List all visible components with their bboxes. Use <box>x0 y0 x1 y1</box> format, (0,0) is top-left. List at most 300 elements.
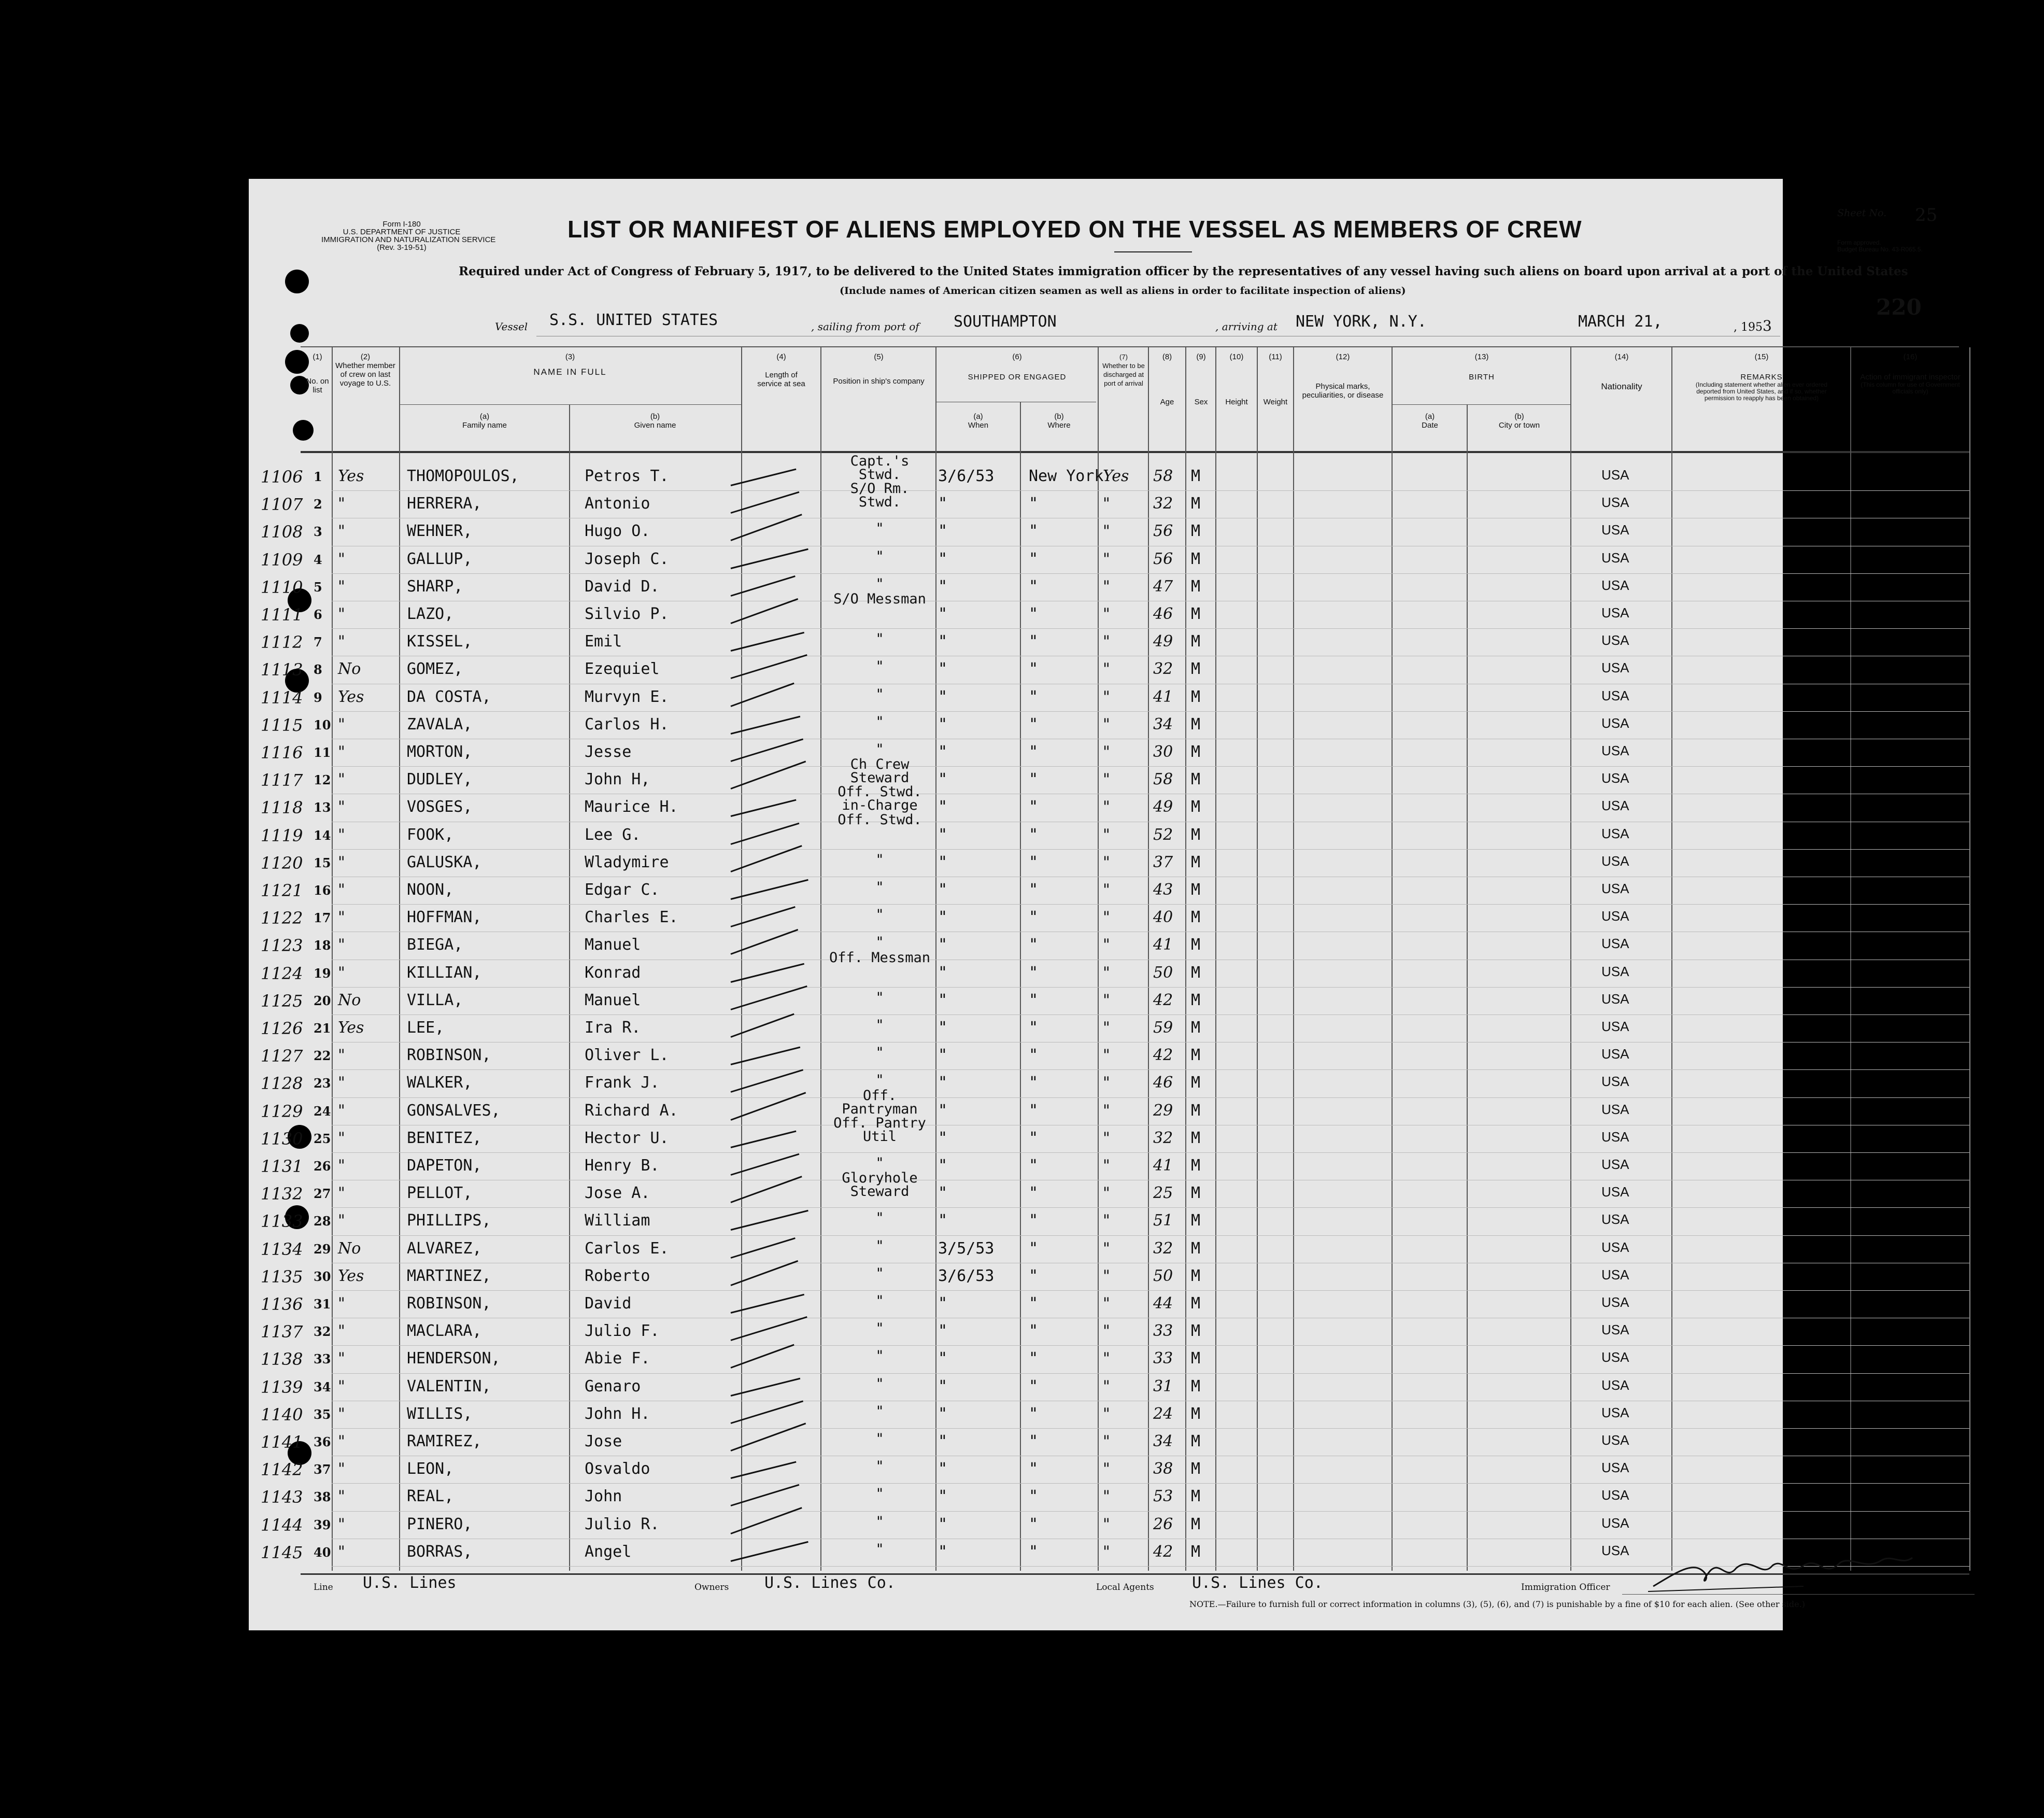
row-age: 46 <box>1153 605 1173 623</box>
col-nationality-num: (14) <box>1614 353 1629 361</box>
row-discharged: " <box>1103 1294 1110 1313</box>
form-id-block <box>321 220 496 252</box>
row-shipped-when: " <box>938 1211 948 1230</box>
row-crew-last-voyage: " <box>338 1432 345 1450</box>
row-sex: M <box>1191 1046 1201 1065</box>
row-sex: M <box>1191 1101 1201 1120</box>
col-weight-label: Weight <box>1263 398 1288 406</box>
row-age: 41 <box>1153 1157 1173 1175</box>
row-discharged: " <box>1103 605 1110 623</box>
subtitle: Required under Act of Congress of February 5, 1917, to be delivered to the United States immigration officer by the representatives of any vessel having such aliens on board upon arrival at a port of the United States <box>459 264 1908 278</box>
row-rule <box>332 1373 1969 1374</box>
col-shipped-header <box>938 353 1096 382</box>
row-rule <box>332 1014 1969 1015</box>
row-family-name: VILLA, <box>407 991 463 1009</box>
row-sex: M <box>1191 715 1201 734</box>
row-serial: 1115 <box>261 715 303 735</box>
row-serial: 1141 <box>261 1432 303 1452</box>
row-shipped-where: " <box>1029 1266 1039 1285</box>
row-crew-last-voyage: " <box>338 1101 345 1120</box>
row-number: 28 <box>314 1214 331 1229</box>
row-nationality: USA <box>1601 1349 1629 1365</box>
row-number: 33 <box>314 1351 331 1367</box>
col-marks-header <box>1296 353 1390 400</box>
row-age: 33 <box>1153 1322 1173 1341</box>
row-age: 59 <box>1153 1019 1173 1037</box>
header-bottom-rule <box>301 451 1969 453</box>
row-position: " <box>875 934 884 951</box>
row-shipped-where: " <box>1029 1046 1039 1065</box>
row-family-name: DAPETON, <box>407 1157 482 1175</box>
owners-label: Owners <box>694 1582 729 1592</box>
row-sex: M <box>1191 687 1201 706</box>
row-rule <box>332 711 1969 712</box>
row-crew-last-voyage: " <box>338 1211 345 1230</box>
row-crew-last-voyage: " <box>338 1515 345 1533</box>
subtitle-include: (Include names of American citizen seamen as well as aliens in order to facilitate inspection of aliens) <box>840 285 1406 297</box>
row-shipped-where: " <box>1029 1377 1039 1396</box>
col-birth-city-header <box>1469 412 1569 430</box>
row-serial: 1113 <box>261 660 303 680</box>
row-family-name: RAMIREZ, <box>407 1432 482 1450</box>
col-nationality-label: Nationality <box>1601 382 1642 391</box>
row-given-name: John H. <box>585 1404 650 1423</box>
row-number: 3 <box>314 524 322 540</box>
col-age-label: Age <box>1160 398 1174 406</box>
row-shipped-when: 3/6/53 <box>938 467 995 485</box>
row-shipped-where: " <box>1029 577 1039 596</box>
col-birth-date-label: Date <box>1422 421 1438 430</box>
row-shipped-when: " <box>938 577 948 596</box>
row-serial: 1127 <box>261 1046 303 1066</box>
row-shipped-where: " <box>1029 660 1039 679</box>
row-age: 40 <box>1153 908 1173 927</box>
row-position: Ch Crew Steward <box>850 756 910 786</box>
row-age: 41 <box>1153 687 1173 706</box>
row-discharged: " <box>1103 522 1110 541</box>
row-nationality: USA <box>1601 853 1629 869</box>
row-given-name: Abie F. <box>585 1349 650 1368</box>
row-given-name: David D. <box>585 577 660 596</box>
row-age: 34 <box>1153 1432 1173 1450</box>
agents-value: U.S. Lines Co. <box>1192 1574 1323 1592</box>
row-given-name: Julio R. <box>585 1515 660 1533</box>
row-sex: M <box>1191 1019 1201 1037</box>
row-given-name: John H, <box>585 770 650 789</box>
row-nationality: USA <box>1601 1460 1629 1476</box>
row-sex: M <box>1191 522 1201 541</box>
row-position: S/O Messman <box>833 591 926 607</box>
row-number: 29 <box>314 1241 331 1257</box>
row-family-name: HOFFMAN, <box>407 908 482 927</box>
row-age: 32 <box>1153 495 1173 513</box>
row-nationality: USA <box>1601 1129 1629 1145</box>
row-nationality: USA <box>1601 495 1629 511</box>
row-nationality: USA <box>1601 715 1629 731</box>
row-discharged: " <box>1103 495 1110 513</box>
row-sex: M <box>1191 1157 1201 1175</box>
row-age: 42 <box>1153 991 1173 1009</box>
row-discharged: " <box>1103 1515 1110 1533</box>
row-position: " <box>875 907 884 923</box>
col-action-num: (16) <box>1903 353 1918 361</box>
row-given-name: Julio F. <box>585 1322 660 1341</box>
row-sex: M <box>1191 770 1201 789</box>
department: U.S. DEPARTMENT OF JUSTICE <box>343 228 461 236</box>
row-number: 37 <box>314 1462 331 1477</box>
row-crew-last-voyage: " <box>338 908 345 927</box>
row-shipped-when: " <box>938 605 948 623</box>
row-position: Capt.'s Stwd. <box>850 453 910 483</box>
row-sex: M <box>1191 908 1201 927</box>
row-serial: 1123 <box>261 936 303 956</box>
row-family-name: KILLIAN, <box>407 963 482 982</box>
row-given-name: Manuel <box>585 936 641 954</box>
row-shipped-where: " <box>1029 770 1039 789</box>
row-number: 12 <box>314 772 331 788</box>
row-crew-last-voyage: " <box>338 881 345 899</box>
row-rule <box>332 766 1969 767</box>
row-number: 18 <box>314 938 331 953</box>
col-name-num: (3) <box>565 353 575 361</box>
col-when-header <box>938 412 1018 430</box>
col-height-header <box>1217 353 1256 406</box>
row-age: 51 <box>1153 1211 1173 1230</box>
row-position: Off. Messman <box>829 949 931 966</box>
row-nationality: USA <box>1601 632 1629 649</box>
row-age: 37 <box>1153 853 1173 871</box>
row-sex: M <box>1191 1184 1201 1203</box>
row-age: 56 <box>1153 549 1173 568</box>
row-serial: 1135 <box>261 1266 303 1287</box>
row-nationality: USA <box>1601 881 1629 896</box>
row-given-name: Edgar C. <box>585 881 660 899</box>
row-sex: M <box>1191 660 1201 679</box>
row-position: " <box>875 713 884 730</box>
row-position: " <box>875 575 884 592</box>
col-sex-num: (9) <box>1196 353 1206 361</box>
row-crew-last-voyage: No <box>338 1239 361 1258</box>
row-given-name: Manuel <box>585 991 641 1009</box>
row-sex: M <box>1191 1239 1201 1258</box>
row-rule <box>332 849 1969 850</box>
row-discharged: " <box>1103 1211 1110 1230</box>
row-sex: M <box>1191 1404 1201 1423</box>
row-family-name: ALVAREZ, <box>407 1239 482 1258</box>
col-nationality-header <box>1573 353 1670 391</box>
row-crew-last-voyage: " <box>338 549 345 568</box>
row-discharged: " <box>1103 687 1110 706</box>
row-age: 44 <box>1153 1294 1173 1313</box>
stamp-number: 220 <box>1876 294 1922 320</box>
row-nationality: USA <box>1601 1487 1629 1503</box>
header-top-rule <box>301 346 1959 347</box>
row-family-name: GALUSKA, <box>407 853 482 871</box>
row-shipped-when: " <box>938 825 948 844</box>
sheet-number: 25 <box>1915 205 1938 226</box>
row-number: 2 <box>314 497 322 512</box>
col-marks-num: (12) <box>1336 353 1350 361</box>
row-given-name: Genaro <box>585 1377 641 1396</box>
col-shipped-num: (6) <box>1012 353 1022 361</box>
col-age-header <box>1149 353 1185 406</box>
row-nationality: USA <box>1601 1542 1629 1558</box>
row-nationality: USA <box>1601 1019 1629 1034</box>
row-number: 14 <box>314 827 331 843</box>
row-discharged: " <box>1103 743 1110 761</box>
row-shipped-when: " <box>938 991 948 1009</box>
row-crew-last-voyage: " <box>338 798 345 816</box>
form-rev: (Rev. 3-19-51) <box>377 243 427 252</box>
row-number: 10 <box>314 717 331 732</box>
row-shipped-where: " <box>1029 1322 1039 1341</box>
col-age-num: (8) <box>1162 353 1172 361</box>
col-sex-header <box>1187 353 1215 406</box>
row-rule <box>332 1097 1969 1098</box>
row-crew-last-voyage: " <box>338 577 345 596</box>
footer-note: NOTE.—Failure to furnish full or correct information in columns (3), (5), (6), and (7) is punishable by a fine of $10 for each alien. (See other side.) <box>1189 1599 1805 1609</box>
row-rule <box>332 1428 1969 1429</box>
row-sex: M <box>1191 495 1201 513</box>
row-position: " <box>875 1486 884 1502</box>
col-given-num: (b) <box>650 412 660 421</box>
owners-value: U.S. Lines Co. <box>764 1574 896 1592</box>
form-id: Form I-180 <box>382 220 421 229</box>
row-shipped-where: New York <box>1029 467 1104 485</box>
row-serial: 1128 <box>261 1074 303 1094</box>
row-position: " <box>875 1210 884 1227</box>
row-position: " <box>875 1513 884 1530</box>
col-discharge-num: (7) <box>1119 353 1128 361</box>
row-position: " <box>875 1458 884 1475</box>
row-given-name: Petros T. <box>585 467 669 485</box>
row-family-name: PINERO, <box>407 1515 473 1533</box>
row-discharged: " <box>1103 798 1110 816</box>
row-position: " <box>875 658 884 675</box>
row-shipped-when: 3/5/53 <box>938 1239 995 1258</box>
row-nationality: USA <box>1601 1404 1629 1420</box>
birth-sub-rule <box>1392 404 1570 405</box>
row-age: 33 <box>1153 1349 1173 1368</box>
row-crew-last-voyage: " <box>338 1349 345 1368</box>
row-given-name: Oliver L. <box>585 1046 669 1065</box>
row-shipped-where: " <box>1029 1019 1039 1037</box>
departure-port: SOUTHAMPTON <box>954 313 1057 331</box>
row-position: " <box>875 631 884 647</box>
row-given-name: Hugo O. <box>585 522 650 541</box>
row-crew-last-voyage: " <box>338 715 345 734</box>
row-given-name: David <box>585 1294 632 1313</box>
row-serial: 1117 <box>261 770 303 791</box>
row-crew-last-voyage: " <box>338 963 345 982</box>
col-birth-date-header <box>1394 412 1466 430</box>
row-position: " <box>875 1375 884 1392</box>
row-number: 20 <box>314 993 331 1008</box>
row-family-name: GALLUP, <box>407 549 473 568</box>
row-shipped-when: " <box>938 1460 948 1478</box>
row-shipped-where: " <box>1029 605 1039 623</box>
vessel-name: S.S. UNITED STATES <box>549 311 718 329</box>
row-family-name: LEE, <box>407 1019 445 1037</box>
row-nationality: USA <box>1601 908 1629 924</box>
row-number: 6 <box>314 607 322 622</box>
row-age: 32 <box>1153 1129 1173 1147</box>
col-sex-label: Sex <box>1194 398 1208 406</box>
row-family-name: NOON, <box>407 881 454 899</box>
row-number: 24 <box>314 1103 331 1119</box>
row-shipped-where: " <box>1029 687 1039 706</box>
row-given-name: Murvyn E. <box>585 687 669 706</box>
row-crew-last-voyage: Yes <box>338 467 364 485</box>
row-shipped-where: " <box>1029 1404 1039 1423</box>
row-shipped-when: " <box>938 1184 948 1203</box>
row-shipped-when: " <box>938 1404 948 1423</box>
row-shipped-when: " <box>938 1101 948 1120</box>
row-sex: M <box>1191 1432 1201 1450</box>
row-sex: M <box>1191 549 1201 568</box>
row-rule <box>332 1483 1969 1484</box>
col-remarks-num: (15) <box>1754 353 1769 361</box>
approval-block <box>1837 239 1923 253</box>
row-age: 42 <box>1153 1046 1173 1065</box>
row-shipped-where: " <box>1029 991 1039 1009</box>
row-nationality: USA <box>1601 522 1629 538</box>
col-family-label: Family name <box>462 421 507 430</box>
row-family-name: KISSEL, <box>407 632 473 651</box>
row-position: " <box>875 1072 884 1089</box>
row-age: 46 <box>1153 1074 1173 1092</box>
row-discharged: " <box>1103 660 1110 679</box>
row-shipped-where: " <box>1029 1129 1039 1147</box>
row-age: 42 <box>1153 1542 1173 1561</box>
row-serial: 1140 <box>261 1404 303 1425</box>
row-shipped-when: " <box>938 1046 948 1065</box>
row-nationality: USA <box>1601 1074 1629 1090</box>
row-nationality: USA <box>1601 963 1629 979</box>
row-serial: 1114 <box>261 687 303 708</box>
agents-label: Local Agents <box>1096 1582 1154 1592</box>
col-birth-date-num: (a) <box>1425 412 1435 421</box>
col-when-num: (a) <box>973 412 983 421</box>
row-rule <box>332 987 1969 988</box>
row-given-name: Osvaldo <box>585 1460 650 1478</box>
row-discharged: " <box>1103 1239 1110 1258</box>
row-position: " <box>875 1265 884 1281</box>
row-age: 53 <box>1153 1487 1173 1506</box>
arrival-port: NEW YORK, N.Y. <box>1296 313 1427 331</box>
row-family-name: MORTON, <box>407 743 473 761</box>
row-sex: M <box>1191 1487 1201 1506</box>
row-position: " <box>875 686 884 702</box>
row-discharged: " <box>1103 1266 1110 1285</box>
row-given-name: Lee G. <box>585 825 641 844</box>
row-shipped-where: " <box>1029 1211 1039 1230</box>
col-birth-label: BIRTH <box>1469 373 1495 382</box>
row-number: 39 <box>314 1517 331 1532</box>
row-sex: M <box>1191 798 1201 816</box>
row-serial: 1130 <box>261 1129 303 1149</box>
row-sex: M <box>1191 1266 1201 1285</box>
row-age: 24 <box>1153 1404 1173 1423</box>
row-serial: 1144 <box>261 1515 303 1535</box>
officer-signature <box>1648 1550 1918 1597</box>
year-suffix: 3 <box>1762 317 1772 334</box>
row-position: Off. Pantryman <box>842 1087 918 1117</box>
row-family-name: GONSALVES, <box>407 1101 501 1120</box>
row-family-name: ZAVALA, <box>407 715 473 734</box>
row-discharged: " <box>1103 549 1110 568</box>
col-where-label: Where <box>1047 421 1071 430</box>
row-number: 4 <box>314 552 322 567</box>
row-family-name: LEON, <box>407 1460 454 1478</box>
row-number: 30 <box>314 1269 331 1284</box>
row-position: " <box>875 548 884 565</box>
row-nationality: USA <box>1601 1184 1629 1200</box>
row-sex: M <box>1191 1460 1201 1478</box>
row-shipped-when: " <box>938 687 948 706</box>
row-crew-last-voyage: " <box>338 1377 345 1396</box>
row-nationality: USA <box>1601 687 1629 703</box>
row-serial: 1110 <box>261 577 303 597</box>
row-sex: M <box>1191 825 1201 844</box>
row-discharged: " <box>1103 853 1110 871</box>
row-given-name: Roberto <box>585 1266 650 1285</box>
col-crew-label: Whether member of crew on last voyage to U.S. <box>335 361 395 388</box>
budget-no: Budget Bureau No. 43-R065.5. <box>1837 246 1923 253</box>
row-age: 56 <box>1153 522 1173 541</box>
row-discharged: " <box>1103 1322 1110 1341</box>
col-position-num: (5) <box>874 353 884 361</box>
row-shipped-where: " <box>1029 1157 1039 1175</box>
row-number: 31 <box>314 1296 331 1312</box>
col-discharge-label: Whether to be discharged at port of arrival <box>1102 362 1145 387</box>
row-number: 8 <box>314 662 322 678</box>
row-given-name: Henry B. <box>585 1157 660 1175</box>
row-shipped-where: " <box>1029 549 1039 568</box>
col-birth-city-label: City or town <box>1498 421 1540 430</box>
row-given-name: Carlos H. <box>585 715 669 734</box>
row-given-name: Emil <box>585 632 622 651</box>
row-sex: M <box>1191 1211 1201 1230</box>
row-sex: M <box>1191 1129 1201 1147</box>
col-no-header <box>303 353 332 394</box>
row-shipped-when: " <box>938 1322 948 1341</box>
row-age: 47 <box>1153 577 1173 596</box>
row-number: 40 <box>314 1544 331 1560</box>
row-discharged: " <box>1103 1542 1110 1561</box>
page-title: LIST OR MANIFEST OF ALIENS EMPLOYED ON THE VESSEL AS MEMBERS OF CREW <box>567 216 1582 243</box>
row-position: " <box>875 1293 884 1309</box>
row-nationality: USA <box>1601 605 1629 621</box>
row-position: " <box>875 1237 884 1254</box>
row-serial: 1125 <box>261 991 303 1011</box>
row-family-name: BORRAS, <box>407 1542 473 1561</box>
row-rule <box>332 490 1969 491</box>
row-sex: M <box>1191 577 1201 596</box>
row-shipped-when: " <box>938 936 948 954</box>
row-given-name: Jose <box>585 1432 622 1450</box>
punch-hole <box>290 324 309 343</box>
row-sex: M <box>1191 1294 1201 1313</box>
row-family-name: FOOK, <box>407 825 454 844</box>
row-family-name: VALENTIN, <box>407 1377 491 1396</box>
row-crew-last-voyage: Yes <box>338 687 364 706</box>
row-serial: 1133 <box>261 1211 303 1232</box>
row-sex: M <box>1191 963 1201 982</box>
row-serial: 1126 <box>261 1019 303 1038</box>
row-position: " <box>875 1348 884 1364</box>
row-sex: M <box>1191 632 1201 651</box>
